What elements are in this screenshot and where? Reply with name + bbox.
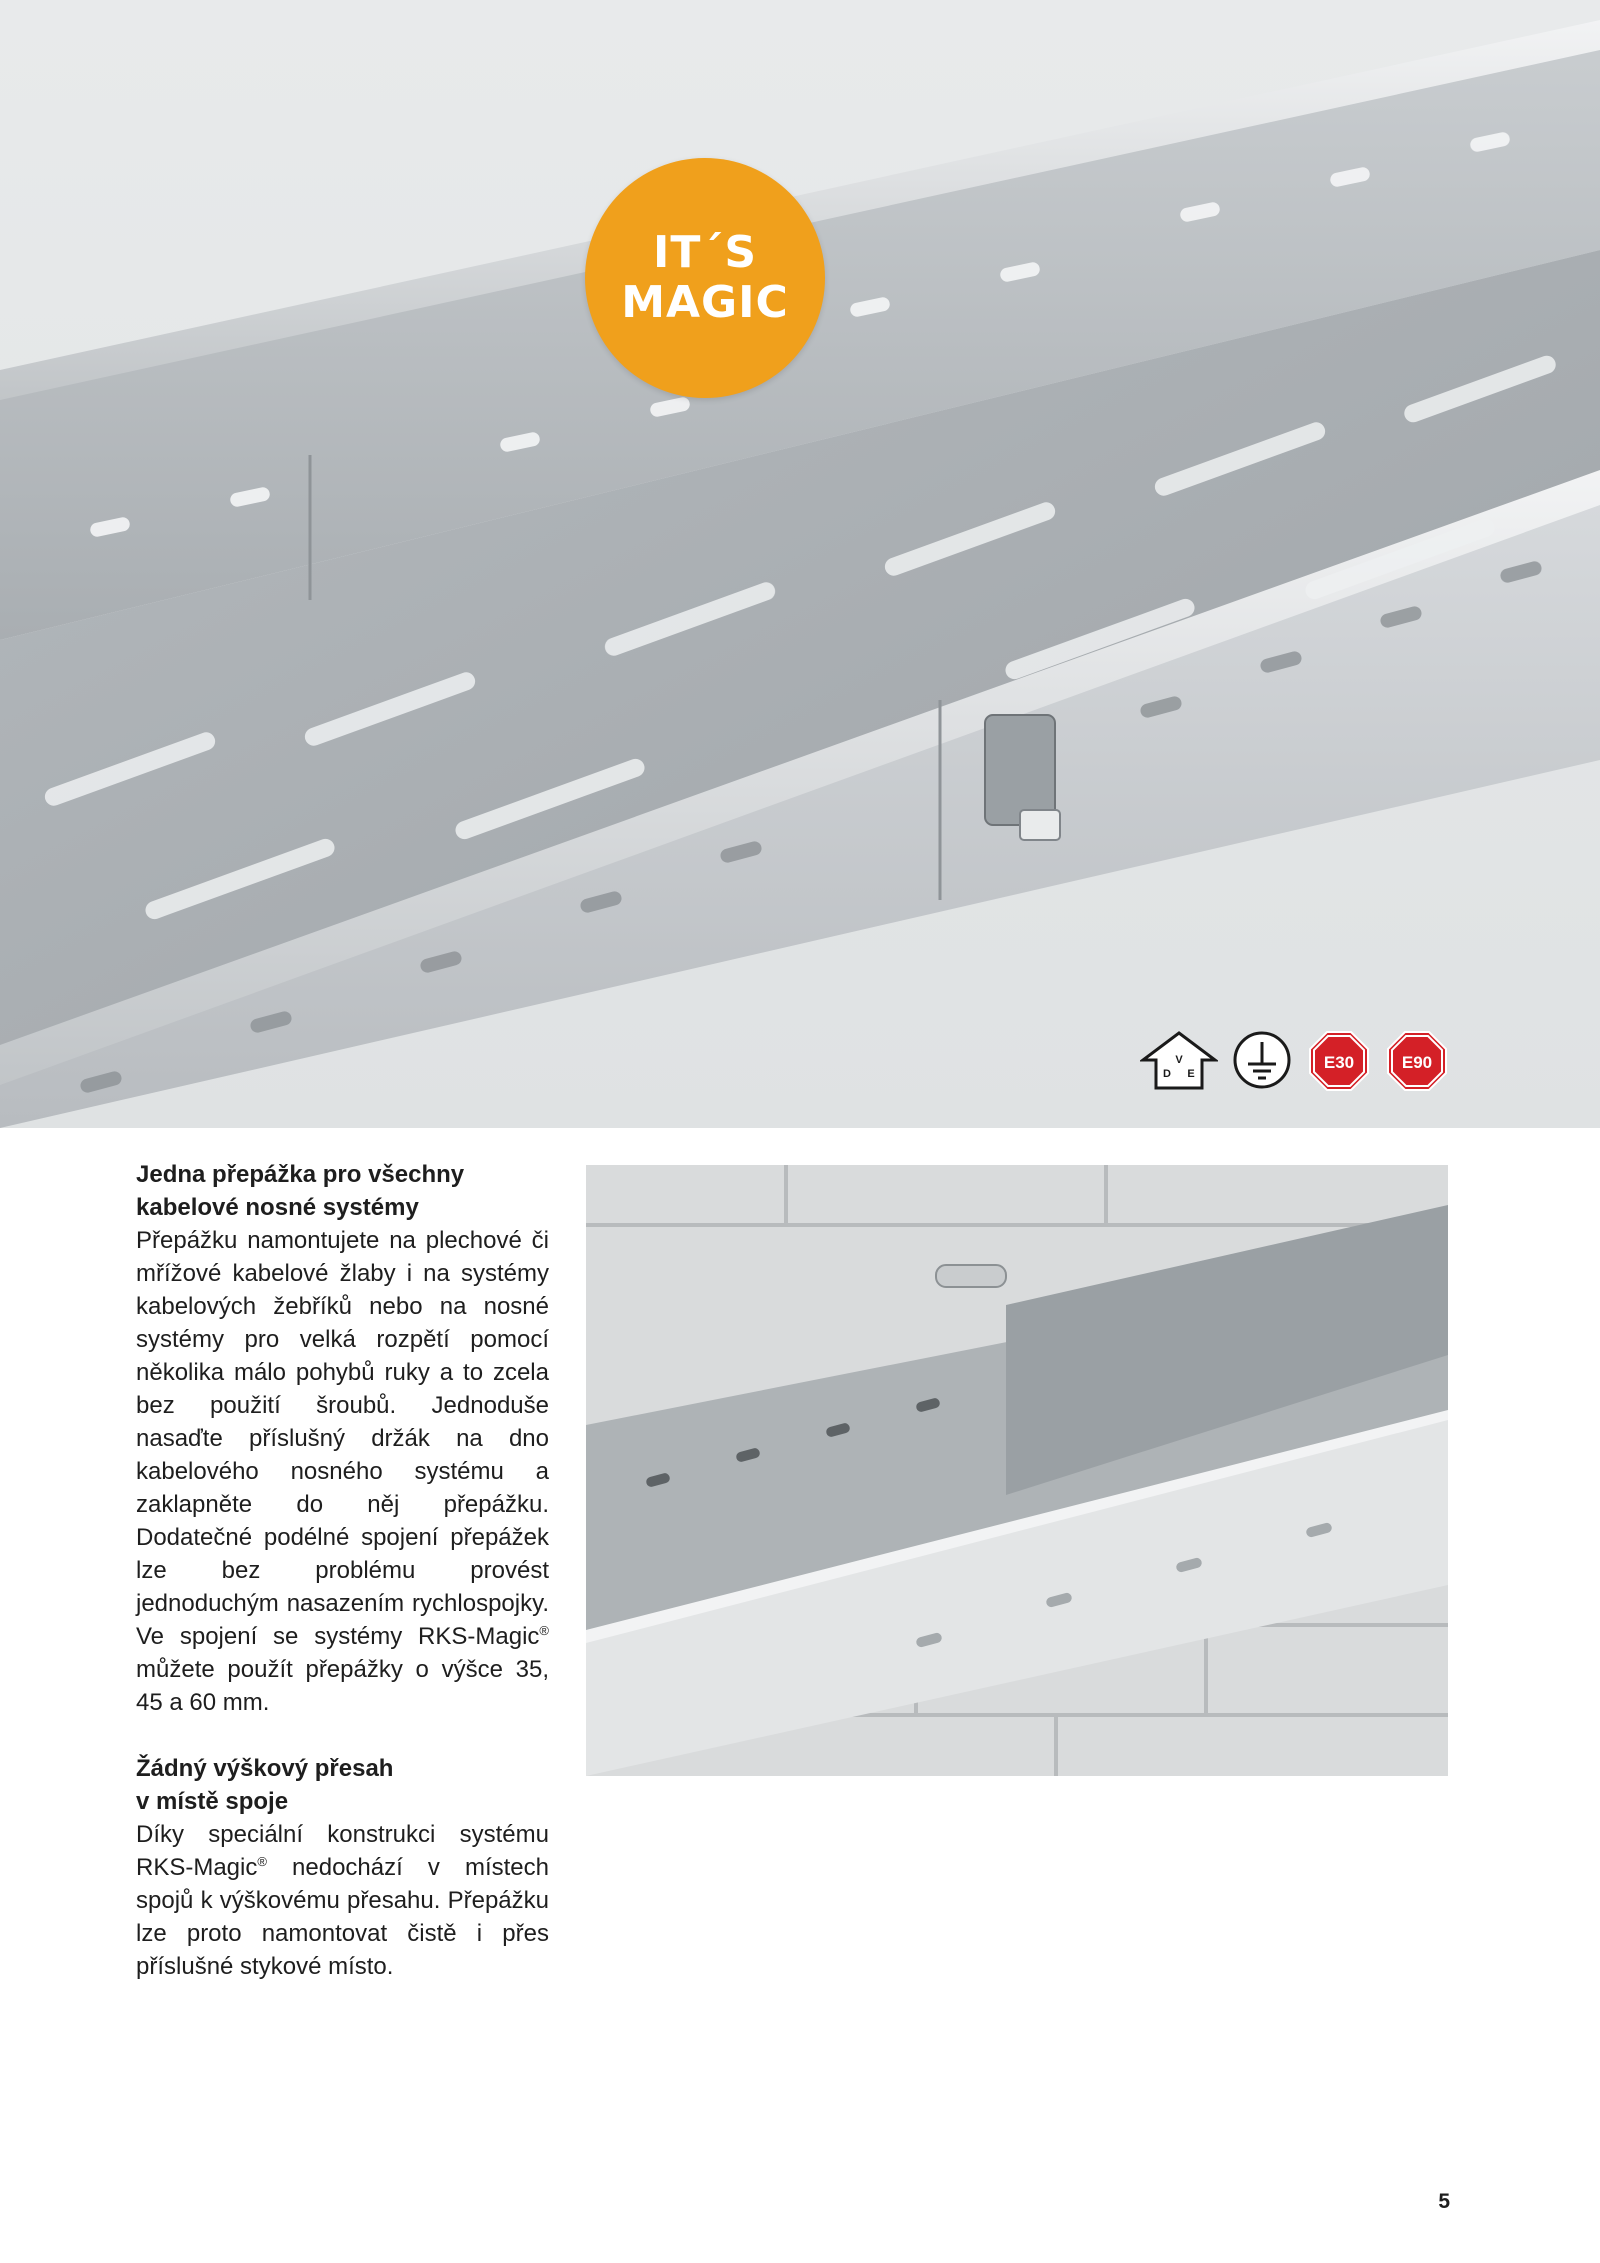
text-column — [136, 1158, 549, 1983]
section-2-heading-line-1: Žádný výškový přesah — [136, 1755, 394, 1782]
certification-icons — [1140, 1030, 1460, 1092]
section-1-heading-line-1: Jedna přepážka pro všechny — [136, 1161, 465, 1188]
badge-line-2: MAGIC — [621, 277, 789, 328]
e30-octagon-icon — [1308, 1030, 1370, 1092]
e90-octagon-icon — [1386, 1030, 1448, 1092]
e90-label: E90 — [1401, 1053, 1433, 1072]
section-1-body-text: Přepážku namontujete na plechové či mřížové kabelové žlaby i na systémy kabelových žebříků nebo na nosné systémy pro velká rozpětí pomocí několika málo pohybů ruky a to zcela bez použití šroubů. Jednoduše nasaďte příslušný držák na dno kabelového nosného systému a zaklapněte do něj přepážku. Dodatečné podélné spojení přepážek lze bez problému provést jednoduchým nasazením rychlospojky. Ve spojení se systémy RKS-Magic — [136, 1227, 549, 1650]
svg-text:V: V — [1175, 1054, 1183, 1066]
section-1-heading — [136, 1158, 549, 1224]
svg-text:D: D — [1163, 1068, 1171, 1080]
section-2-heading-line-2: v místě spoje — [136, 1788, 289, 1815]
e30-label: E30 — [1323, 1053, 1355, 1072]
section-1 — [136, 1158, 549, 1719]
its-magic-badge — [585, 158, 825, 398]
section-2 — [136, 1752, 549, 1983]
divider-installation-illustration — [586, 1165, 1448, 1776]
hero-product-image — [0, 0, 1600, 1128]
installation-photo — [586, 1165, 1448, 1776]
section-2-body — [136, 1818, 549, 1983]
cable-tray-illustration — [0, 0, 1600, 1128]
section-1-body — [136, 1224, 549, 1719]
svg-text:E: E — [1187, 1068, 1195, 1080]
page-number: 5 — [1438, 2190, 1450, 2213]
registered-mark: ® — [539, 1623, 549, 1638]
ground-symbol-icon — [1232, 1030, 1292, 1090]
section-2-heading — [136, 1752, 549, 1818]
vde-mark-icon — [1140, 1030, 1218, 1092]
section-2-body-text: Díky speciální konstrukci systému RKS-Magic — [136, 1821, 549, 1881]
section-1-body-text-end: můžete použít přepážky o výšce 35, 45 a 60 mm. — [136, 1656, 549, 1716]
section-2-body-text-end: nedochází v místech spojů k výškovému přesahu. Přepážku lze proto namontovat čistě i přes příslušné stykové místo. — [136, 1854, 549, 1980]
registered-mark: ® — [257, 1854, 267, 1869]
section-1-heading-line-2: kabelové nosné systémy — [136, 1194, 419, 1221]
badge-line-1: IT´S — [652, 227, 758, 278]
